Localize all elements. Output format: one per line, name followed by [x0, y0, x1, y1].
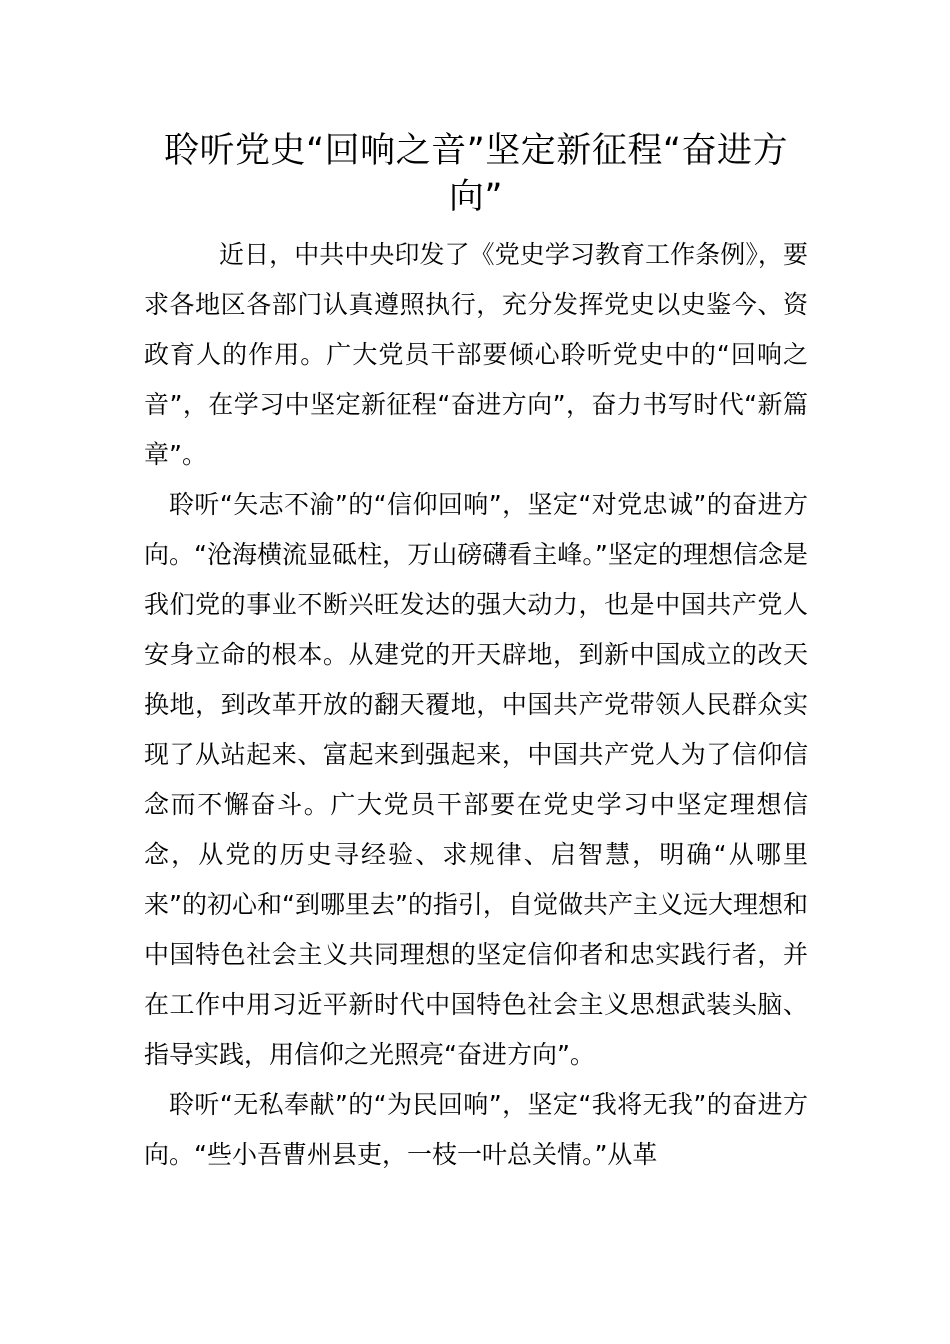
paragraph-faith: 聆听“矢志不渝”的“信仰回响”，坚定“对党忠诚”的奋进方向。“沧海横流显砥柱，万山磅礴看主峰。”坚定的理想信念是我们党的事业不断兴旺发达的强大动力，也是中国共产党人安身立命的根本。从建党的开天辟地，到新中国成立的改天换地，到改革开放的翻天覆地，中国共产党带领人民群众实现了从站起来、富起来到强起来，中国共产党人为了信仰信念而不懈奋斗。广大党员干部要在党史学习中坚定理想信念，从党的历史寻经验、求规律、启智慧，明确“从哪里来”的初心和“到哪里去”的指引，自觉做共产主义远大理想和中国特色社会主义共同理想的坚定信仰者和忠实践行者，并在工作中用习近平新时代中国特色社会主义思想武装头脑、指导实践，用信仰之光照亮“奋进方向”。 [144, 490, 808, 1069]
paragraph-people: 聆听“无私奉献”的“为民回响”，坚定“我将无我”的奋进方向。“些小吾曹州县吏，一枝一叶总关情。”从革 [144, 1090, 808, 1169]
document-title: 聆听党史“回响之音”坚定新征程“奋进方向” [164, 131, 788, 217]
paragraph-intro: 近日，中共中央印发了《党史学习教育工作条例》，要求各地区各部门认真遵照执行，充分发挥党史以史鉴今、资政育人的作用。广大党员干部要倾心聆听党史中的“回响之音”，在学习中坚定新征程“奋进方向”，奋力书写时代“新篇章”。 [144, 240, 808, 469]
document-page [144, 128, 808, 1180]
